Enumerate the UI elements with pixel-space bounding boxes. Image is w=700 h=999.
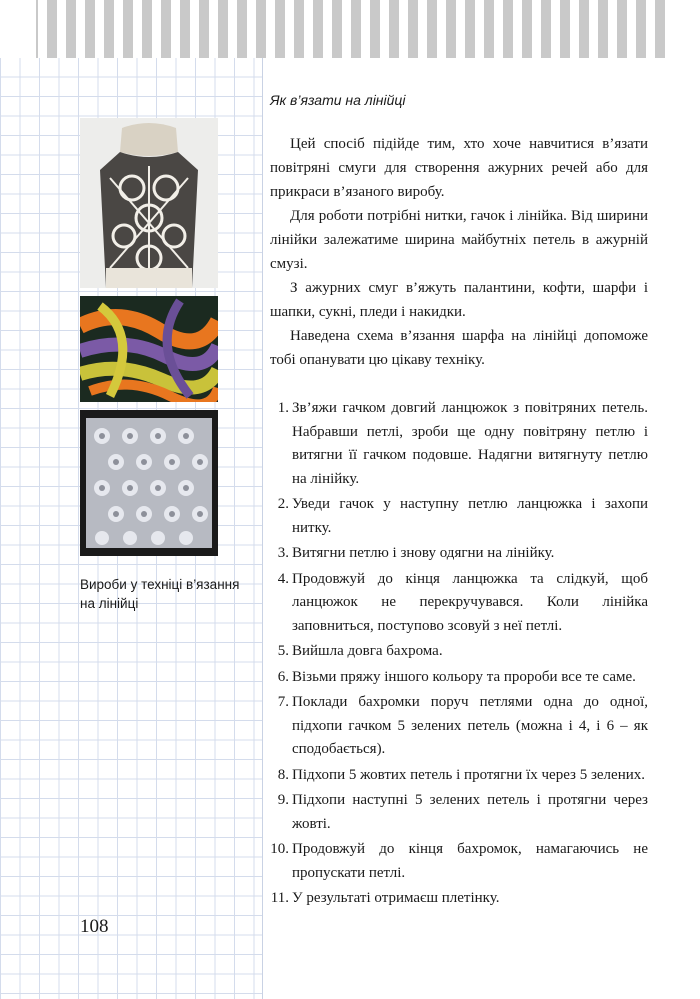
paragraph: Наведена схема в’язання шарфа на лінійці допоможе тобі опанувати цю цікаву техніку. — [270, 328, 648, 368]
step-number: 1. — [277, 400, 289, 416]
article-title: Як в’язати на лінійці — [270, 92, 406, 108]
step-text: Продовжуй до кінця ланцюжка та слідкуй, щоб ланцюжок не перекручувався. Коли лінійка заповниться, поступово зсовуй з неї петлі. — [292, 570, 648, 634]
step-number: 9. — [277, 792, 289, 808]
step-text: Поклади бахромки поруч петлями одна до одної, підхопи гачком 5 зелених петель (можна і 4, і 6 – як сподобається). — [292, 694, 648, 757]
paragraph: Для роботи потрібні нитки, гачок і лінійка. Від ширини лінійки залежатиме ширина майбутніх петель в ажурній смузі. — [270, 208, 648, 272]
list-item — [270, 397, 648, 491]
step-number: 4. — [277, 570, 289, 587]
step-number: 7. — [277, 694, 289, 710]
top-stripe-decoration — [0, 0, 700, 58]
list-item — [270, 640, 648, 664]
step-number: 3. — [277, 545, 289, 561]
step-number: 8. — [277, 766, 289, 783]
hairpin-lace-scarf-photo-icon — [80, 296, 218, 402]
page-number: 108 — [80, 916, 109, 937]
list-item — [270, 887, 648, 911]
list-item — [270, 838, 648, 885]
paragraph: З ажурних смуг в’яжуть палантини, кофти, шарфи і шапки, сукні, пледи і накидки. — [270, 280, 648, 320]
step-text: Витягни петлю і знову одягни на лінійку. — [292, 545, 555, 561]
step-number: 11. — [270, 890, 289, 906]
list-item — [270, 542, 648, 566]
paragraph: Цей спосіб підійде тим, хто хоче навчитися в’язати повітряні смуги для створення ажурних речей або для прикраси в’язаного виробу. — [270, 136, 648, 200]
step-text: Зв’яжи гачком довгий ланцюжок з повітряних петель. Набравши петлі, зроби ще одну повітряну петлю і витягни її гачком подовше. Надягни витягнуту петлю на лінійку. — [292, 400, 648, 487]
step-text: Підхопи наступні 5 зелених петель і протягни через жовті. — [292, 792, 648, 832]
steps-list — [270, 397, 648, 911]
crochet-vest-photo-icon — [80, 118, 218, 288]
article-content — [270, 92, 648, 913]
list-item — [270, 764, 648, 788]
step-number: 6. — [277, 668, 289, 685]
step-text: Продовжуй до кінця бахромок, намагаючись не пропускати петлі. — [292, 841, 648, 881]
step-text: Підхопи 5 жовтих петель і протягни їх через 5 зелених. — [292, 766, 645, 783]
step-text: У результаті отримаєш плетінку. — [292, 890, 500, 906]
step-text: Вийшла довга бахрома. — [292, 643, 443, 659]
step-text: Уведи гачок у наступну петлю ланцюжка і захопи нитку. — [292, 496, 648, 536]
lace-shawl-photo-icon — [80, 410, 218, 556]
list-item — [270, 666, 648, 690]
step-number: 5. — [277, 643, 289, 659]
list-item — [270, 493, 648, 540]
step-text: Візьми пряжу іншого кольору та пророби все те саме. — [292, 668, 636, 685]
list-item — [270, 691, 648, 762]
photo-caption: Вироби у техніці в’язання на лінійці — [80, 577, 240, 611]
list-item — [270, 789, 648, 836]
list-item — [270, 568, 648, 639]
step-number: 10. — [270, 841, 289, 857]
step-number: 2. — [277, 496, 289, 512]
